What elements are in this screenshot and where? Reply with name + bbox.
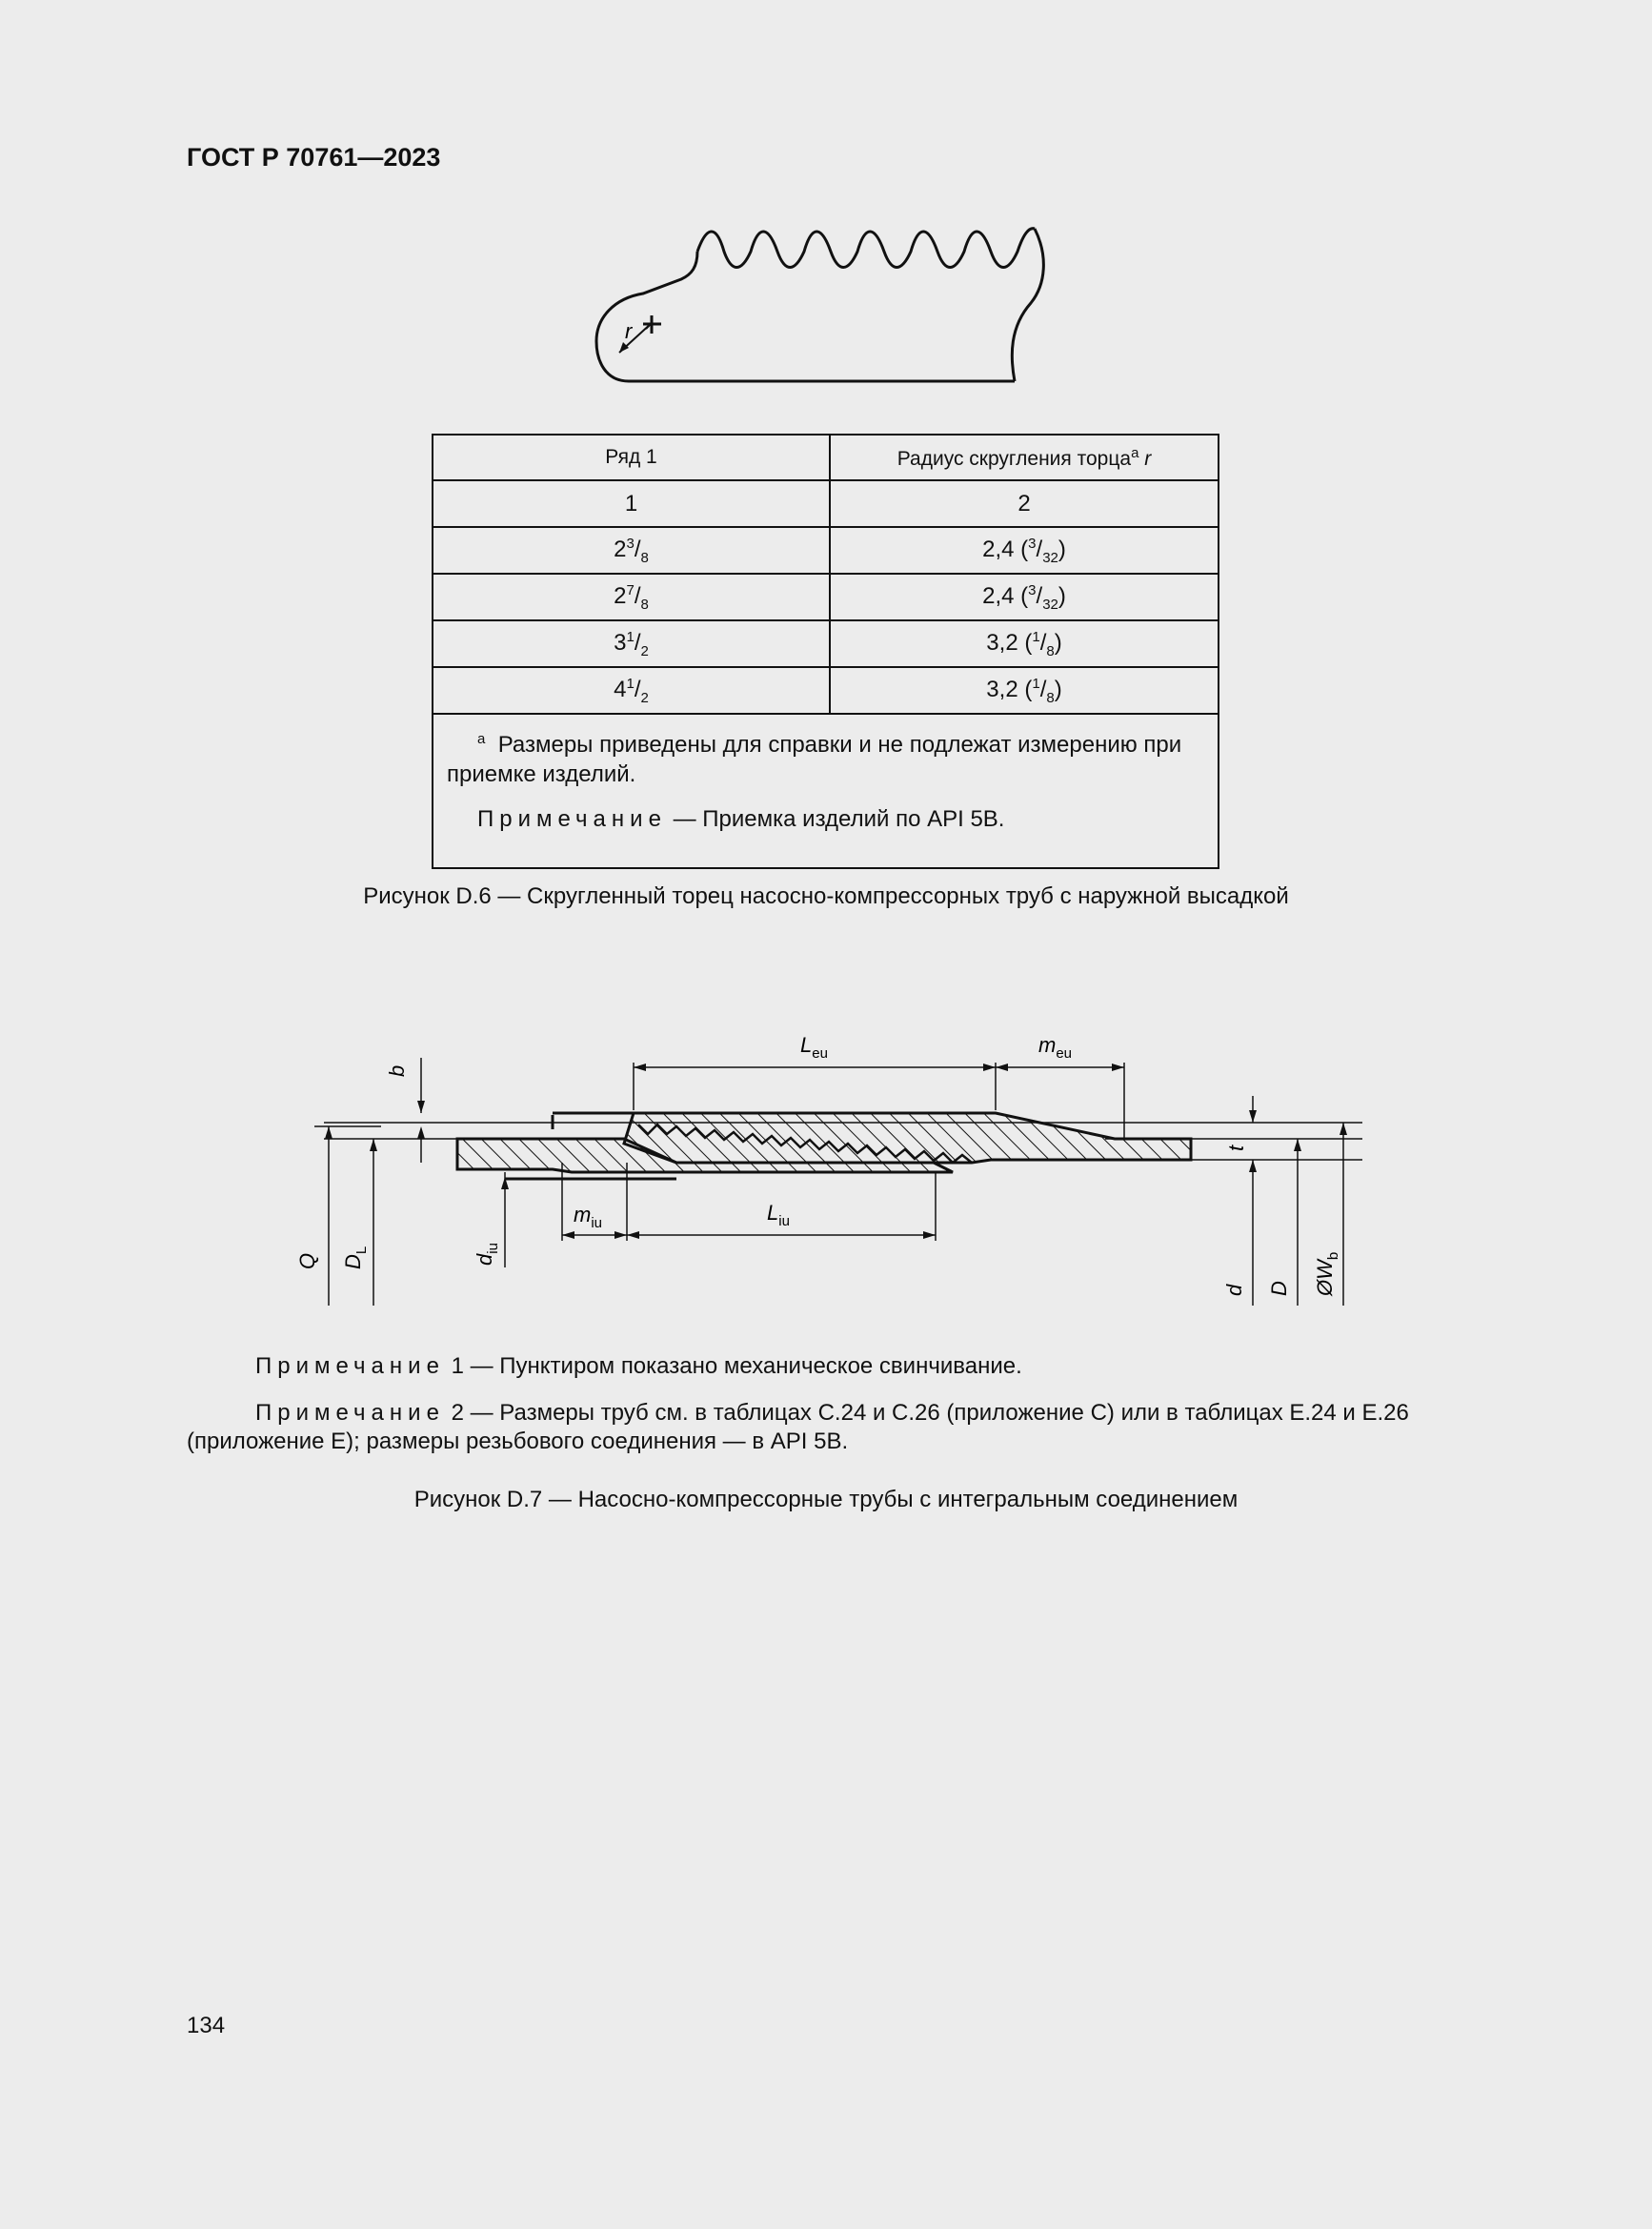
table-row (433, 620, 1219, 667)
dim-b: b (385, 1064, 409, 1077)
table-note: Примечание — Приемка изделий по API 5B. (477, 806, 1005, 832)
column-number: 1 (433, 480, 830, 527)
figure-d7-drawing (295, 1020, 1381, 1325)
dim-DL: $D_L$ (341, 1246, 370, 1269)
dim-Q: Q (295, 1252, 319, 1269)
size-cell: $2^7/_8$ (433, 574, 830, 620)
figure-d7-note-2: Примечание 2 — Размеры труб см. в таблицах C.24 и C.26 (приложение C) или в таблицах E.24 и E.26 (приложение E); размеры резьбового соединения — в API 5B. (187, 1400, 1409, 1454)
header-row-series: Ряд 1 (433, 435, 830, 480)
figure-d6-caption: Рисунок D.6 — Скругленный торец насосно-компрессорных труб с наружной высадкой (363, 883, 1289, 909)
table-row (433, 667, 1219, 714)
radius-cell: 2,4 $(^3/_{32})$ (830, 574, 1219, 620)
radius-cell: 2,4 $(^3/_{32})$ (830, 527, 1219, 574)
dim-OWb: $ØW_b$ (1313, 1251, 1341, 1296)
figure-d7-caption: Рисунок D.7 — Насосно-компрессорные трубы с интегральным соединением (413, 1487, 1239, 1512)
page-number: 134 (187, 2013, 226, 2038)
figure-d7-note-1: Примечание 1 — Пунктиром показано механическое свинчивание. (255, 1353, 1022, 1379)
dim-L-iu: $L_{iu}$ (767, 1201, 790, 1229)
radius-cell: 3,2 $(^1/_8)$ (830, 620, 1219, 667)
size-cell: $2^3/_8$ (433, 527, 830, 574)
column-number: 2 (830, 480, 1219, 527)
size-cell: $3^1/_2$ (433, 620, 830, 667)
document-header: ГОСТ Р 70761—2023 (187, 143, 441, 172)
header-radius: Радиус скругления торца$^a$ r (830, 435, 1219, 480)
radius-table (432, 434, 1219, 869)
pipe-end-outline (596, 252, 1015, 381)
thread-profile (697, 229, 1035, 268)
table-footnote (433, 714, 1219, 868)
size-cell: $4^1/_2$ (433, 667, 830, 714)
table-footnote-row (433, 714, 1219, 868)
radius-label: r (625, 319, 633, 343)
dim-d-iu: $d_{iu}$ (473, 1243, 501, 1266)
table-row (433, 527, 1219, 574)
dim-t: t (1224, 1145, 1248, 1151)
column-number-row (433, 480, 1219, 527)
dim-L-eu: $L_{eu}$ (800, 1033, 828, 1062)
dim-m-eu: $m_{eu}$ (1038, 1033, 1073, 1062)
footnote: $^a$ Размеры приведены для справки и не подлежат измерению при приемке изделий. (447, 731, 1182, 787)
dim-D: D (1267, 1281, 1291, 1296)
table-header-row (433, 435, 1219, 480)
dim-d: d (1222, 1284, 1246, 1296)
figure-d6-drawing (591, 217, 1067, 398)
radius-cell: 3,2 $(^1/_8)$ (830, 667, 1219, 714)
box-section (624, 1113, 1191, 1163)
dim-m-iu: $m_{iu}$ (574, 1203, 603, 1231)
table-row (433, 574, 1219, 620)
